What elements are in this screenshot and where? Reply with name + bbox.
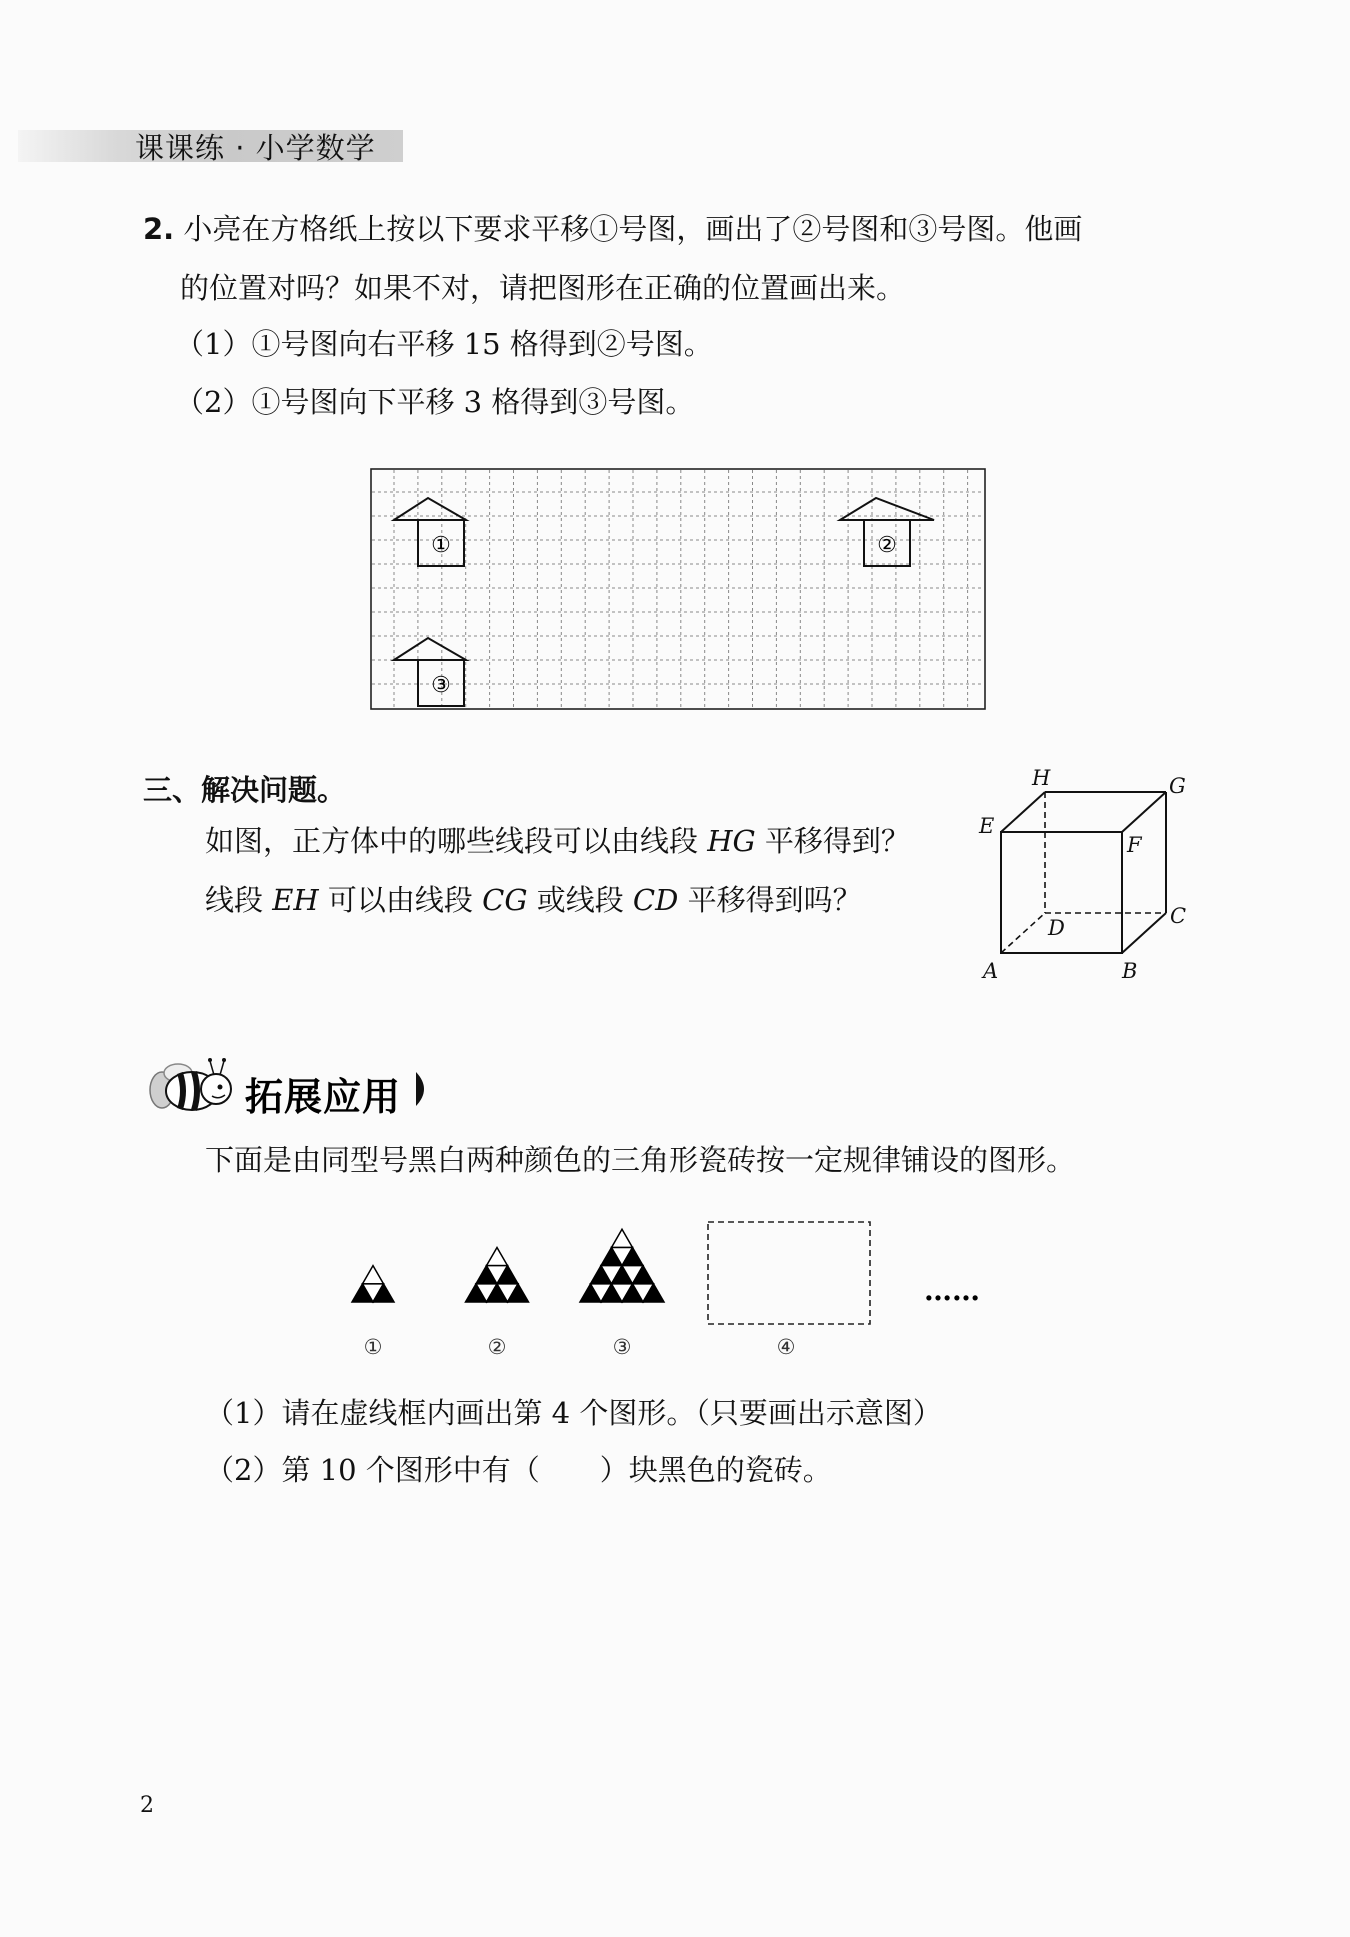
page-number: 2 [140, 1793, 154, 1818]
extension-q2-text: （2）第 10 个图形中有（ [205, 1453, 540, 1487]
house-figure-3 [394, 638, 466, 706]
section-3-line-2 [205, 883, 862, 918]
question-2-text: 小亮在方格纸上按以下要求平移①号图，画出了②号图和③号图。他画 [183, 212, 1083, 246]
extension-q2-text: ）块黑色的瓷砖。 [599, 1453, 832, 1487]
title-end-cap [414, 1070, 434, 1108]
segment-eh: EH [272, 883, 319, 917]
cube-label-e: E [979, 814, 995, 838]
white-tile [612, 1229, 633, 1247]
house-label-3: ③ [431, 673, 451, 698]
cube-figure [970, 765, 1200, 990]
extension-intro: 下面是由同型号黑白两种颜色的三角形瓷砖按一定规律铺设的图形。 [205, 1143, 1076, 1177]
pattern-label-1: ① [363, 1335, 383, 1359]
section-3-text: 平移得到？ [755, 824, 910, 858]
cube-label-d: D [1048, 916, 1065, 940]
triangle-pattern-1 [352, 1266, 394, 1302]
white-tile [363, 1266, 384, 1284]
cube-label-c: C [1170, 904, 1187, 928]
extension-q1: （1）请在虚线框内画出第 4 个图形。（只要画出示意图） [205, 1396, 942, 1430]
cube-label-h: H [1032, 766, 1051, 790]
question-2-sub-1: （1）①号图向右平移 15 格得到②号图。 [175, 327, 713, 361]
page-header-title: 课课练 · 小学数学 [135, 131, 376, 165]
cube-label-a: A [983, 959, 999, 983]
cube-label-b: B [1122, 959, 1138, 983]
cube-hidden-edges [1001, 792, 1166, 953]
bee-icon [140, 1055, 245, 1117]
extension-section-title: 拓展应用 [245, 1075, 402, 1119]
section-3-line-1 [205, 824, 910, 859]
section-3-text: 如图，正方体中的哪些线段可以由线段 [205, 824, 708, 858]
pattern-label-3: ③ [612, 1335, 632, 1359]
section-3-text: 线段 [205, 883, 273, 917]
house-figure-1 [394, 498, 466, 566]
segment-cg: CG [482, 883, 528, 917]
triangle-pattern-2 [466, 1247, 529, 1302]
pattern-ellipsis: …… [924, 1274, 980, 1307]
section-3-title: 三、解决问题。 [143, 773, 347, 807]
triangle-pattern-figure [340, 1210, 990, 1360]
segment-hg: HG [707, 824, 756, 858]
pattern-label-4: ④ [776, 1335, 796, 1359]
white-tile [487, 1247, 508, 1265]
question-2-line-1 [143, 212, 1082, 247]
answer-dashed-box[interactable] [708, 1222, 870, 1324]
cube-label-f: F [1127, 833, 1142, 857]
pattern-label-2: ② [487, 1335, 507, 1359]
segment-cd: CD [632, 883, 679, 917]
extension-q2 [205, 1453, 832, 1488]
section-3-text: 或线段 [527, 883, 633, 917]
house-label-2: ② [877, 533, 897, 558]
question-2-line-2: 的位置对吗？如果不对，请把图形在正确的位置画出来。 [180, 271, 906, 305]
section-3-text: 可以由线段 [318, 883, 483, 917]
cube-label-g: G [1169, 774, 1186, 798]
house-label-1: ① [431, 533, 451, 558]
section-3-text: 平移得到吗？ [678, 883, 862, 917]
question-number: 2. [143, 212, 175, 246]
question-2-sub-2: （2）①号图向下平移 3 格得到③号图。 [175, 385, 695, 419]
triangle-pattern-3 [580, 1229, 664, 1302]
grid-paper-figure [370, 468, 986, 710]
